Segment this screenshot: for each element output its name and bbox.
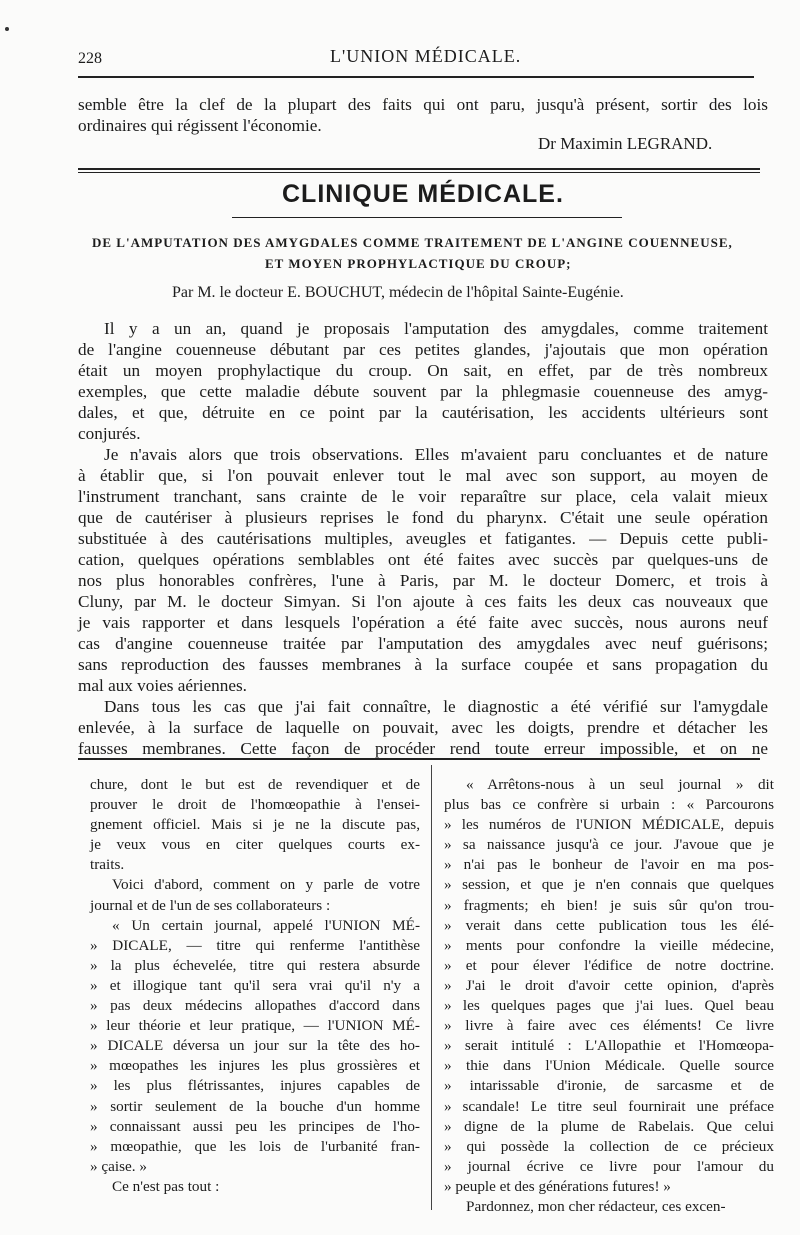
column-line: » çaise. » [90,1157,147,1175]
article-line: à établir que, si l'on pouvait enlever tout le mal avec son support, au moyen de [78,466,768,485]
title-underline [232,217,622,218]
column-line: prouver le droit de l'homœopathie à l'ensei- [90,796,420,814]
section-rule-top [78,168,760,170]
column-line: » n'ai pas le bonheur de l'avoir en ma pos- [444,856,774,874]
print-speck [5,27,9,31]
article-line: fausses membranes. Cette façon de procéder rend toute erreur impossible, et on ne [78,739,768,758]
column-line: » journal écrive ce livre pour l'amour du [444,1157,774,1175]
column-line: » serait intitulé : L'Allopathie et l'Homœopa- [444,1037,774,1055]
column-line: Pardonnez, mon cher rédacteur, ces excen- [466,1197,726,1215]
column-line: » les quelques pages que j'ai lues. Quel beau [444,997,774,1015]
article-line: l'instrument tranchant, sans crainte de le voir reparaître sur place, cela valait mieux [78,487,768,506]
column-line: » DICALE déversa un jour sur la tête des ho- [90,1037,420,1055]
article-line: substituée à des cautérisations multiples, aveugles et fatigantes. — Depuis cette publi- [78,529,768,548]
article-line: cas d'angine couenneuse traitée par l'amputation des amygdales avec neuf guérisons; [78,634,768,653]
column-divider [431,765,432,1210]
section-title: CLINIQUE MÉDICALE. [282,180,564,208]
column-line: « Arrêtons-nous à un seul journal » dit [466,776,774,793]
column-line: » mœopathes les injures les plus grossières et [90,1057,420,1075]
article-line: Il y a un an, quand je proposais l'amputation des amygdales, comme traitement [104,319,768,338]
article-line: dales, et que, détruite en ce point par la cautérisation, les accidents ultérieurs sont [78,403,768,422]
column-line: » livre à faire avec ces éléments! Ce livre [444,1017,774,1035]
column-line: » les plus flétrissantes, injures capables de [90,1077,420,1095]
column-line: » verait dans cette publication tous les élé- [444,916,774,934]
column-line: » la plus échevelée, titre qui restera absurde [90,956,420,974]
column-line: » sortir seulement de la bouche d'un homme [90,1097,420,1115]
article-line: mal aux voies aériennes. [78,676,247,695]
article-line: enlevée, à la surface de laquelle on pouvait, avec les doigts, prendre et détacher les [78,718,768,737]
article-subtitle-2: ET MOYEN PROPHYLACTIQUE DU CROUP; [265,256,572,271]
article-line: je vais rapporter et dans lesquels l'opération a été faite avec succès, nous aurons neuf [78,613,768,632]
section-rule-top-2 [78,172,760,173]
article-line: sans reproduction des fausses membranes à la surface coupée et sans propagation du [78,655,768,674]
column-line: » et pour élever l'édifice de notre doctrine. [444,956,774,974]
column-line: « Un certain journal, appelé l'UNION MÉ- [112,916,420,934]
column-line: » les numéros de l'UNION MÉDICALE, depuis [444,816,774,834]
column-line: » pas deux médecins allopathes d'accord dans [90,997,420,1015]
column-line: journal et de l'un de ses collaborateurs : [90,896,331,914]
column-line: plus bas ce confrère si urbain : « Parcourons [444,796,774,814]
article-line: de l'angine couenneuse débutant par ces petites glandes, j'ajoutais que mon opération [78,340,768,359]
article-subtitle-1: DE L'AMPUTATION DES AMYGDALES COMME TRAITEMENT DE L'ANGINE COUENNEUSE, [92,235,733,250]
column-line: » qui possède la collection de ce précieux [444,1137,774,1155]
column-line: » sa naissance jusqu'à ce jour. J'avoue que je [444,836,774,854]
column-line: » et illogique tant qu'il sera vrai qu'il n'y a [90,976,420,994]
intro-line: ordinaires qui régissent l'économie. [78,116,322,135]
article-line: Cluny, par M. le docteur Simyan. Si l'on ajoute à ces faits les deux cas nouveaux que [78,592,768,611]
article-line: nos plus honorables confrères, l'une à Paris, par M. le docteur Domerc, et trois à [78,571,768,590]
column-line: » leur théorie et leur pratique, — l'UNION MÉ- [90,1017,420,1035]
signature: Dr Maximin LEGRAND. [538,134,713,153]
journal-title: L'UNION MÉDICALE. [330,46,522,66]
column-line: » peuple et des générations futures! » [444,1177,671,1195]
article-line: conjurés. [78,424,141,443]
article-line: cation, quelques opérations semblables ont été faites avec succès par quelques-uns de [78,550,768,569]
article-author: Par M. le docteur E. BOUCHUT, médecin de l'hôpital Sainte-Eugénie. [172,284,624,301]
column-line: je veux vous en citer quelques courts ex- [90,836,420,854]
column-line: chure, dont le but est de revendiquer et de [90,776,420,793]
header-rule [78,76,754,78]
article-line: exemples, que cette maladie débute souvent par la phlegmasie couenneuse des amyg- [78,382,768,401]
column-line: traits. [90,856,125,874]
left-column [90,775,420,1197]
article-line: Dans tous les cas que j'ai fait connaître, le diagnostic a été vérifié sur l'amygdale [104,697,768,716]
article-line: que de cautériser à plusieurs reprises le fond du pharynx. C'était une seule opération [78,508,768,527]
column-line: » mœopathie, que les lois de l'urbanité fran- [90,1137,420,1155]
column-line: » session, et que je n'en connais que quelques [444,876,774,894]
column-line: » scandale! Le titre seul fournirait une préface [444,1097,774,1115]
article-line: Je n'avais alors que trois observations. Elles m'avaient paru concluantes et de nature [104,445,768,464]
column-line: » J'ai le droit d'avoir cette opinion, d'après [444,976,774,994]
column-line: » fragments; eh bien! je suis sûr qu'on trou- [444,896,774,914]
intro-line: semble être la clef de la plupart des faits qui ont paru, jusqu'à présent, sortir des lois [78,95,768,114]
column-rule [78,758,760,760]
column-line: Ce n'est pas tout : [112,1177,220,1195]
page-number: 228 [78,50,102,67]
column-line: » thie dans l'Union Médicale. Quelle source [444,1057,774,1075]
column-line: » connaissant aussi peu les principes de l'ho- [90,1117,420,1135]
column-line: gnement officiel. Mais si je ne la discute pas, [90,816,420,834]
column-line: » ments pour confondre la vieille médecine, [444,936,774,954]
column-line: » digne de la plume de Rabelais. Que celui [444,1117,774,1135]
column-line: » intarissable d'ironie, de sarcasme et de [444,1077,774,1095]
right-column [444,775,774,1217]
column-line: » DICALE, — titre qui renferme l'antithèse [90,936,420,954]
column-line: Voici d'abord, comment on y parle de votre [112,876,420,894]
article-line: était un moyen prophylactique du croup. On sait, en effet, par de très nombreux [78,361,768,380]
